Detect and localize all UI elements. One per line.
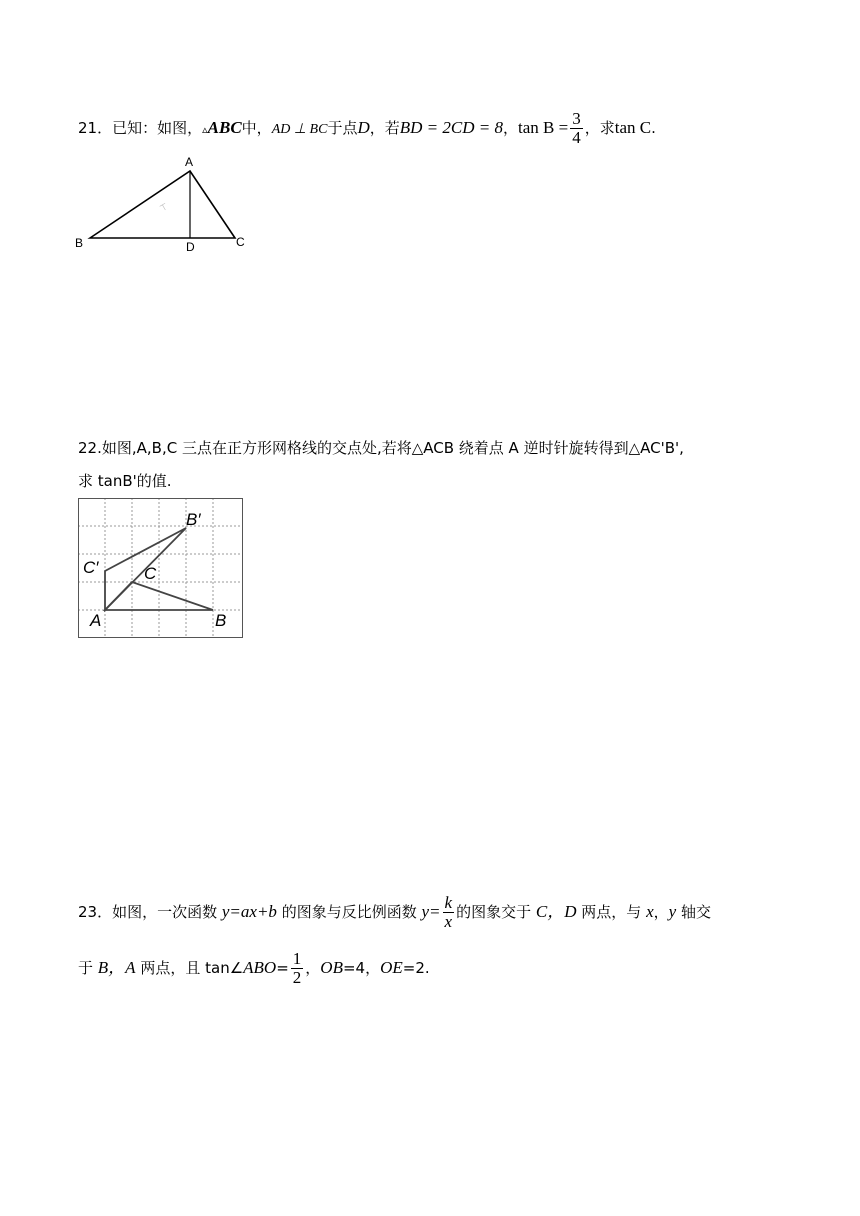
q22-grid-figure [78,498,243,638]
label-a: A [185,155,194,169]
faint-mark: ⊤ [158,201,170,214]
label-c: C [236,235,245,249]
question-21: 21．已知：如图，▵ABC中，AD ⊥ BC于点D，若BD = 2CD = 8，tan B = $\frac{3}{4}$ ，求tan C. [78,109,656,147]
q21-fraction: $\frac{3}{4}$ [572,109,581,147]
label-b: B [75,236,84,250]
q21-triangle-figure [70,150,260,260]
label-c: C [144,564,157,583]
q23-fraction-half: $\frac{1}{2}$ [292,949,302,987]
label-c-prime: C′ [83,558,99,577]
label-d: D [186,240,195,254]
question-22 [78,432,684,498]
q22-line-1: 22.如图,A,B,C 三点在正方形网格线的交点处,若将△ACB 绕着点 A 逆时针旋转得到△AC'B', [78,439,684,457]
question-23: 23．如图，一次函数 y=ax+b 的图象与反比例函数 y= $\frac{k}{x}$ 的图象交于 C，D 两点，与 x，y 轴交 [78,893,711,931]
q23-number: 23． [78,903,113,921]
q21-number: 21． [78,119,113,137]
label-a: A [90,611,102,630]
label-b-prime: B′ [186,510,201,529]
label-b: B [215,611,227,630]
question-23-line-2: 于 B，A 两点，且 tan∠ABO= $\frac{1}{2}$ ，OB=4，OE=2. [78,949,430,987]
q23-fraction-k-x: $\frac{k}{x}$ [444,893,453,931]
q22-line-2: 求 tanB'的值. [78,472,172,490]
